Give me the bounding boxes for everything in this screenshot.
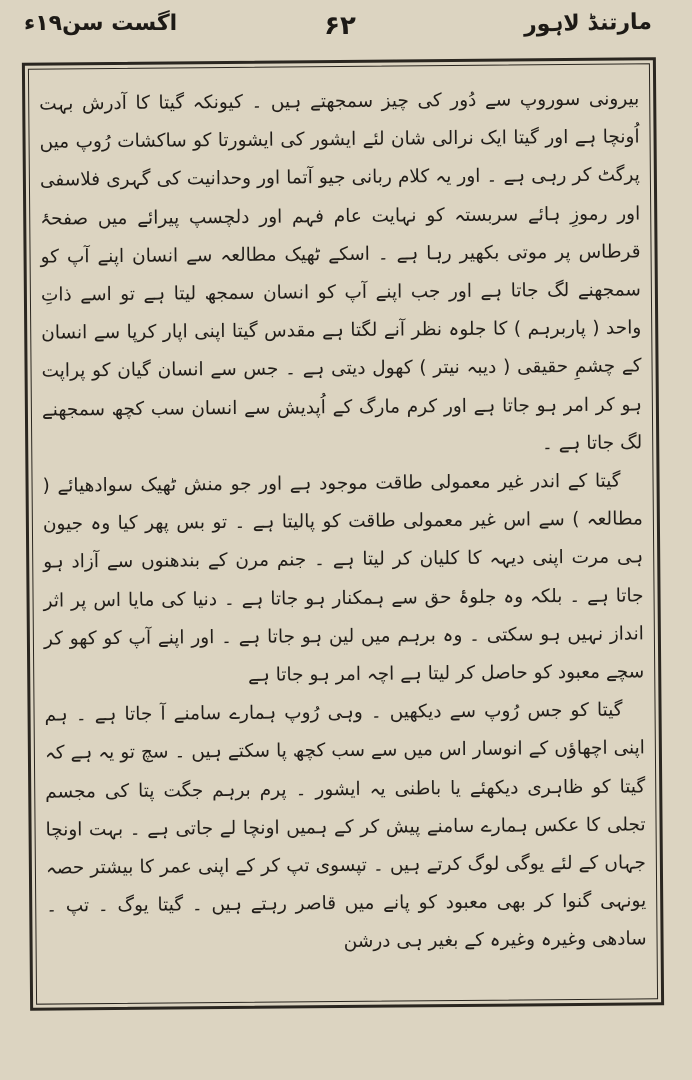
page-number: ۶۲ xyxy=(324,11,356,41)
article-body xyxy=(39,80,647,964)
paragraph-3: گیتا کو جس رُوپ سے دیکھیں ۔ وہی رُوپ ہمارے سامنے آ جاتا ہے ۔ ہم اپنی اچھاؤں کے انوسار اس میں سے سب کچھ پا سکتے ہیں ۔ سچ تو یہ ہے کہ گیتا کو ظاہری دیکھئے یا باطنی یہ ایشور ۔ پرم برہم جگت پتا کی مجسم تجلی کا عکس ہمارے سامنے پیش کر کے ہمیں اونچا لے جاتی ہے ۔ بہت اونچا جہاں کے لئے یوگی لوگ کرتے ہیں ۔ تپسوی تپ کر کے اپنی عمر کا بیشتر حصہ یونہی گنوا کر بھی معبود کو پانے میں قاصر رہتے ہیں ۔ گیتا یوگ ۔ تپ ۔ سادھی وغیرہ وغیرہ کے بغیر ہی درشن xyxy=(44,699,647,953)
paragraph-1: بیرونی سوروپ سے دُور کی چیز سمجھتے ہیں ۔ کیونکہ گیتا کا آدرش بہت اُونچا ہے اور گیتا ایک نرالی شان لئے ایشور کی ایشورتا کو ساکشات رُوپ میں پرگٹ کر رہی ہے ۔ اور یہ کلام ربانی جیو آتما اور وحدانیت کی گہری فلاسفی اور رموزِ ہائے سربستہ کو نہایت عام فہم اور دلچسپ پیرائے میں صفحۂ قرطاس پر موتی بکھیر رہا ہے ۔ اسکے ٹھیک مطالعہ سے انسان اپنے آپ کو سمجھنے لگ جاتا ہے اور جب اپنے آپ کو انسان سمجھ لیتا ہے تو اسے ذاتِ واحد ( پاربرہم ) کا جلوہ نظر آنے لگتا ہے مقدس گیتا اپنی اپار کرپا سے انسان کے چشمِ حقیقی ( دیبہ نیتر ) کھول دیتی ہے ۔ جس سے انسان گیان کو پراپت ہو کر امر ہو جاتا ہے اور کرم مارگ کے اُپدیش سے انسان سب کچھ سمجھنے لگ جاتا ہے ۔ xyxy=(39,88,643,455)
paragraph-2: گیتا کے اندر غیر معمولی طاقت موجود ہے اور جو منش ٹھیک سوادھیائے ( مطالعہ ) سے اس غیر معمولی طاقت کو پالیتا ہے ۔ تو بس پھر کیا وہ جیون ہی مرت اپنی دیہہ کا کلیان کر لیتا ہے ۔ جنم مرن کے بندھنوں سے آزاد ہو جاتا ہے ۔ بلکہ وہ جلوۂ حق سے ہمکنار ہو جاتا ہے ۔ دنیا کی مایا اس پر اثر انداز نہیں ہو سکتی ۔ وہ برہم میں لین ہو جاتا ہے ۔ اور اپنے آپ کو کھو کر سچے معبود کو حاصل کر لیتا ہے اچہ امر ہو جاتا ہے xyxy=(42,470,645,686)
running-header xyxy=(20,4,660,48)
issue-date: اگست سن۱۹ء xyxy=(24,11,178,36)
text-frame xyxy=(22,57,664,1010)
journal-name: مارتنڈ لاہور xyxy=(523,9,653,38)
